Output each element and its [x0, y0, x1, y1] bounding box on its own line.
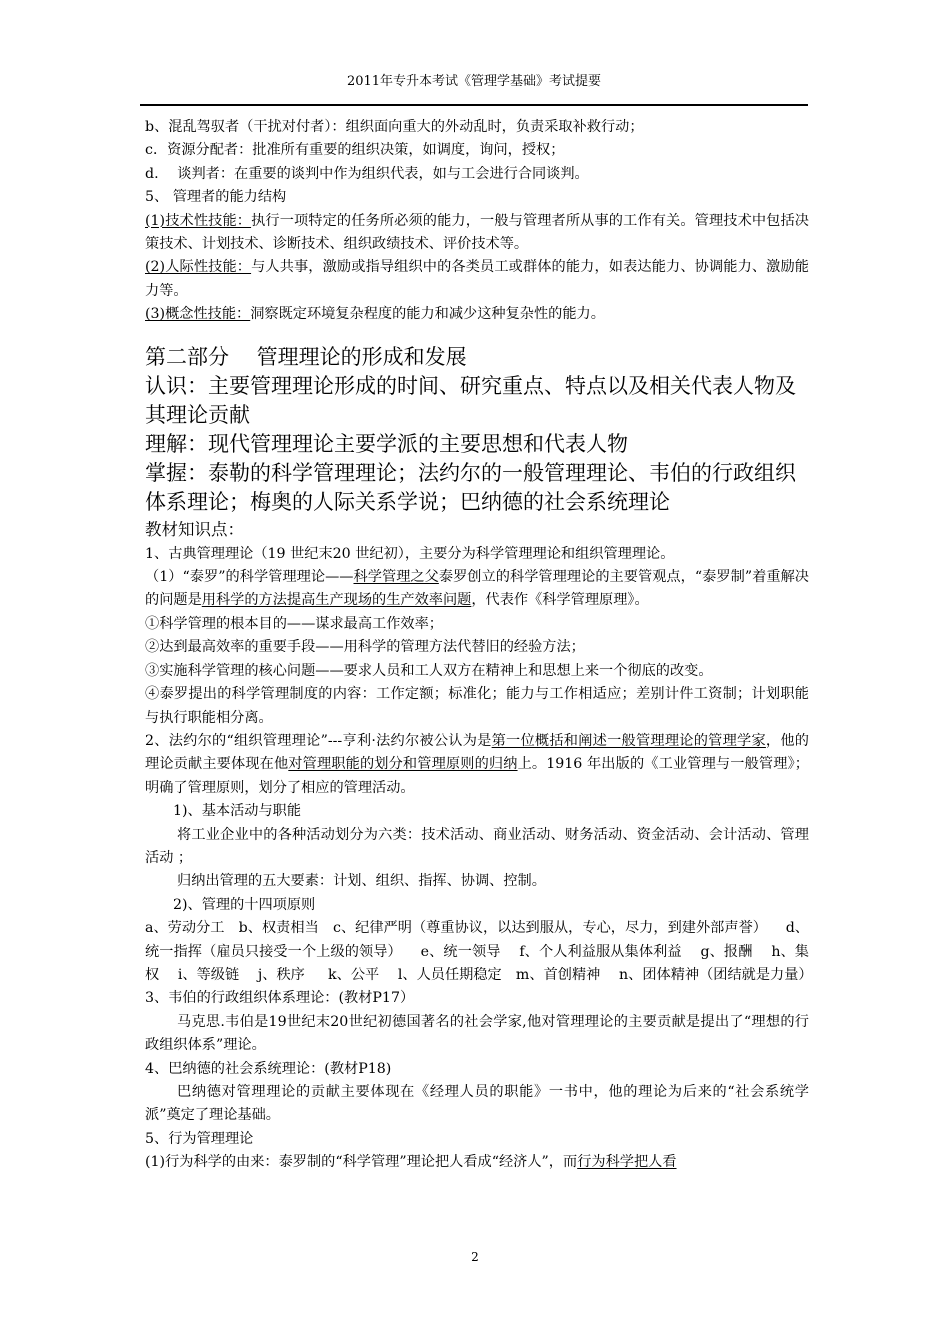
paragraph: 马克思.韦伯是19世纪末20世纪初德国著名的社会学家,他对管理理论的主要贡献是提出了“理想的行政组织体系”理论。: [145, 1013, 809, 1054]
underlined-term: (3)概念性技能：: [145, 306, 251, 323]
text-line: d. 谈判者：在重要的谈判中作为组织代表，如与工会进行合同谈判。: [145, 165, 589, 182]
text-line: 5、行为管理理论: [145, 1130, 254, 1147]
underlined-term: (2)人际性技能：: [145, 259, 252, 276]
paragraph-conceptual-skill: [145, 303, 809, 326]
text-line: 5、 管理者的能力结构: [145, 189, 287, 206]
paragraph-text: 上。1916 年出版的《工业管理与一般管理》；明确了管理原则，划分了相应的管理活动。: [145, 756, 809, 796]
underlined-term: 用科学的方法提高生产现场的生产效率问题: [201, 592, 472, 609]
underlined-term: 第一位概括和阐述一般管理理论的管理学家: [491, 732, 766, 749]
text-line: ③实施科学管理的核心问题——要求人员和工人双方在精神上和思想上来一个彻底的改变。: [145, 662, 713, 679]
document-body: [145, 116, 813, 1175]
text-line: 2)、管理的十四项原则: [173, 896, 316, 913]
underlined-term: 科学管理之父: [353, 569, 439, 586]
paragraph-fourteen-principles: a、劳动分工 b、权责相当 c、纪律严明（尊重协议，以达到服从，专心，尽力，到建外部声誉） d、统一指挥（雇员只接受一个上级的领导） e、统一领导 f、个人利益服从集体利益 g、报酬 h、集权 i、等级链 j、秩序 k、公平 l、人员任期稳定 m、首创精神 n、团体精神（团结就是力量）: [145, 920, 813, 983]
objective-understand: 理解：现代管理理论主要学派的主要思想和代表人物: [145, 431, 628, 456]
paragraph: ④泰罗提出的科学管理制度的内容：工作定额；标准化；能力与工作相适应；差别计件工资制；计划职能与执行职能相分离。: [145, 686, 809, 726]
underlined-term: 对管理职能的划分和管理原则的归纳: [288, 756, 518, 773]
underlined-term: 行为科学把人看: [577, 1154, 677, 1171]
paragraph: 将工业企业中的各种活动划分为六类：技术活动、商业活动、财务活动、资金活动、会计活动、管理活动 ；: [145, 826, 809, 866]
text-line: 4、巴纳德的社会系统理论：(教材P18): [145, 1060, 392, 1077]
text-line: 归纳出管理的五大要素：计划、组织、指挥、协调、控制。: [177, 873, 546, 890]
text-line: c．资源分配者：批准所有重要的组织决策，如调度，询问，授权；: [145, 142, 565, 159]
paragraph-text: 洞察既定环境复杂程度的能力和减少这种复杂性的能力。: [250, 306, 605, 323]
paragraph-interpersonal-skill: [145, 256, 809, 303]
paragraph-text: ，他的理论贡献主要体现在他: [145, 732, 809, 773]
text-line: ①科学管理的根本目的——谋求最高工作效率；: [145, 615, 443, 632]
text-line: b、混乱驾驭者（干扰对付者）：组织面向重大的外动乱时，负责采取补救行动；: [145, 119, 644, 135]
text-line: 3、韦伯的行政组织体系理论：(教材P17）: [145, 990, 415, 1007]
paragraph-text: 泰罗创立的科学管理理论的主要管观点，“泰罗制”着重解决的问题是: [145, 569, 809, 609]
paragraph-text: ，代表作《科学管理原理》。: [471, 592, 649, 609]
underlined-term: (1)技术性技能：: [145, 212, 252, 229]
page-number: 2: [471, 1250, 479, 1264]
paragraph-technical-skill: [145, 210, 809, 257]
paragraph: 巴纳德对管理理论的贡献主要体现在《经理人员的职能》一书中，他的理论为后来的“社会系统学派”奠定了理论基础。: [145, 1084, 809, 1124]
subheading-knowledge-points: 教材知识点：: [145, 519, 244, 539]
page-header: 2011年专升本考试《管理学基础》考试提要: [346, 74, 602, 89]
objective-recognize: 认识：主要管理理论形成的时间、研究重点、特点以及相关代表人物及其理论贡献: [145, 373, 796, 427]
paragraph-text: 2、法约尔的“组织管理理论”---亨利·法约尔被公认为是: [145, 732, 492, 749]
text-line: 1)、基本活动与职能: [173, 803, 302, 820]
paragraph-text: (1)行为科学的由来：泰罗制的“科学管理”理论把人看成“经济人”，而: [145, 1154, 578, 1171]
paragraph-text: 执行一项特定的任务所必须的能力，一般与管理者所从事的工作有关。管理技术中包括决策技术、计划技术、诊断技术、组织政绩技术、评价技术等。: [145, 212, 809, 253]
text-line: ②达到最高效率的重要手段——用科学的管理方法代替旧的经验方法；: [145, 639, 585, 656]
paragraph-taylor: [145, 566, 809, 613]
paragraph-text: （1）“泰罗”的科学管理理论——: [145, 569, 354, 586]
paragraph-text: 与人共事，激励或指导组织中的各类员工或群体的能力，如表达能力、协调能力、激励能力等。: [145, 259, 809, 299]
header-rule: [140, 104, 808, 106]
text-line: 1、古典管理理论（19 世纪末20 世纪初），主要分为科学管理理论和组织管理理论。: [145, 545, 675, 562]
objective-master: 掌握：泰勒的科学管理理论；法约尔的一般管理理论、韦伯的行政组织体系理论；梅奥的人际关系学说；巴纳德的社会系统理论: [145, 460, 796, 514]
paragraph-fayol: [145, 730, 809, 800]
paragraph-behavioral: [145, 1151, 809, 1174]
section-heading: 第二部分 管理理论的形成和发展: [145, 344, 467, 369]
